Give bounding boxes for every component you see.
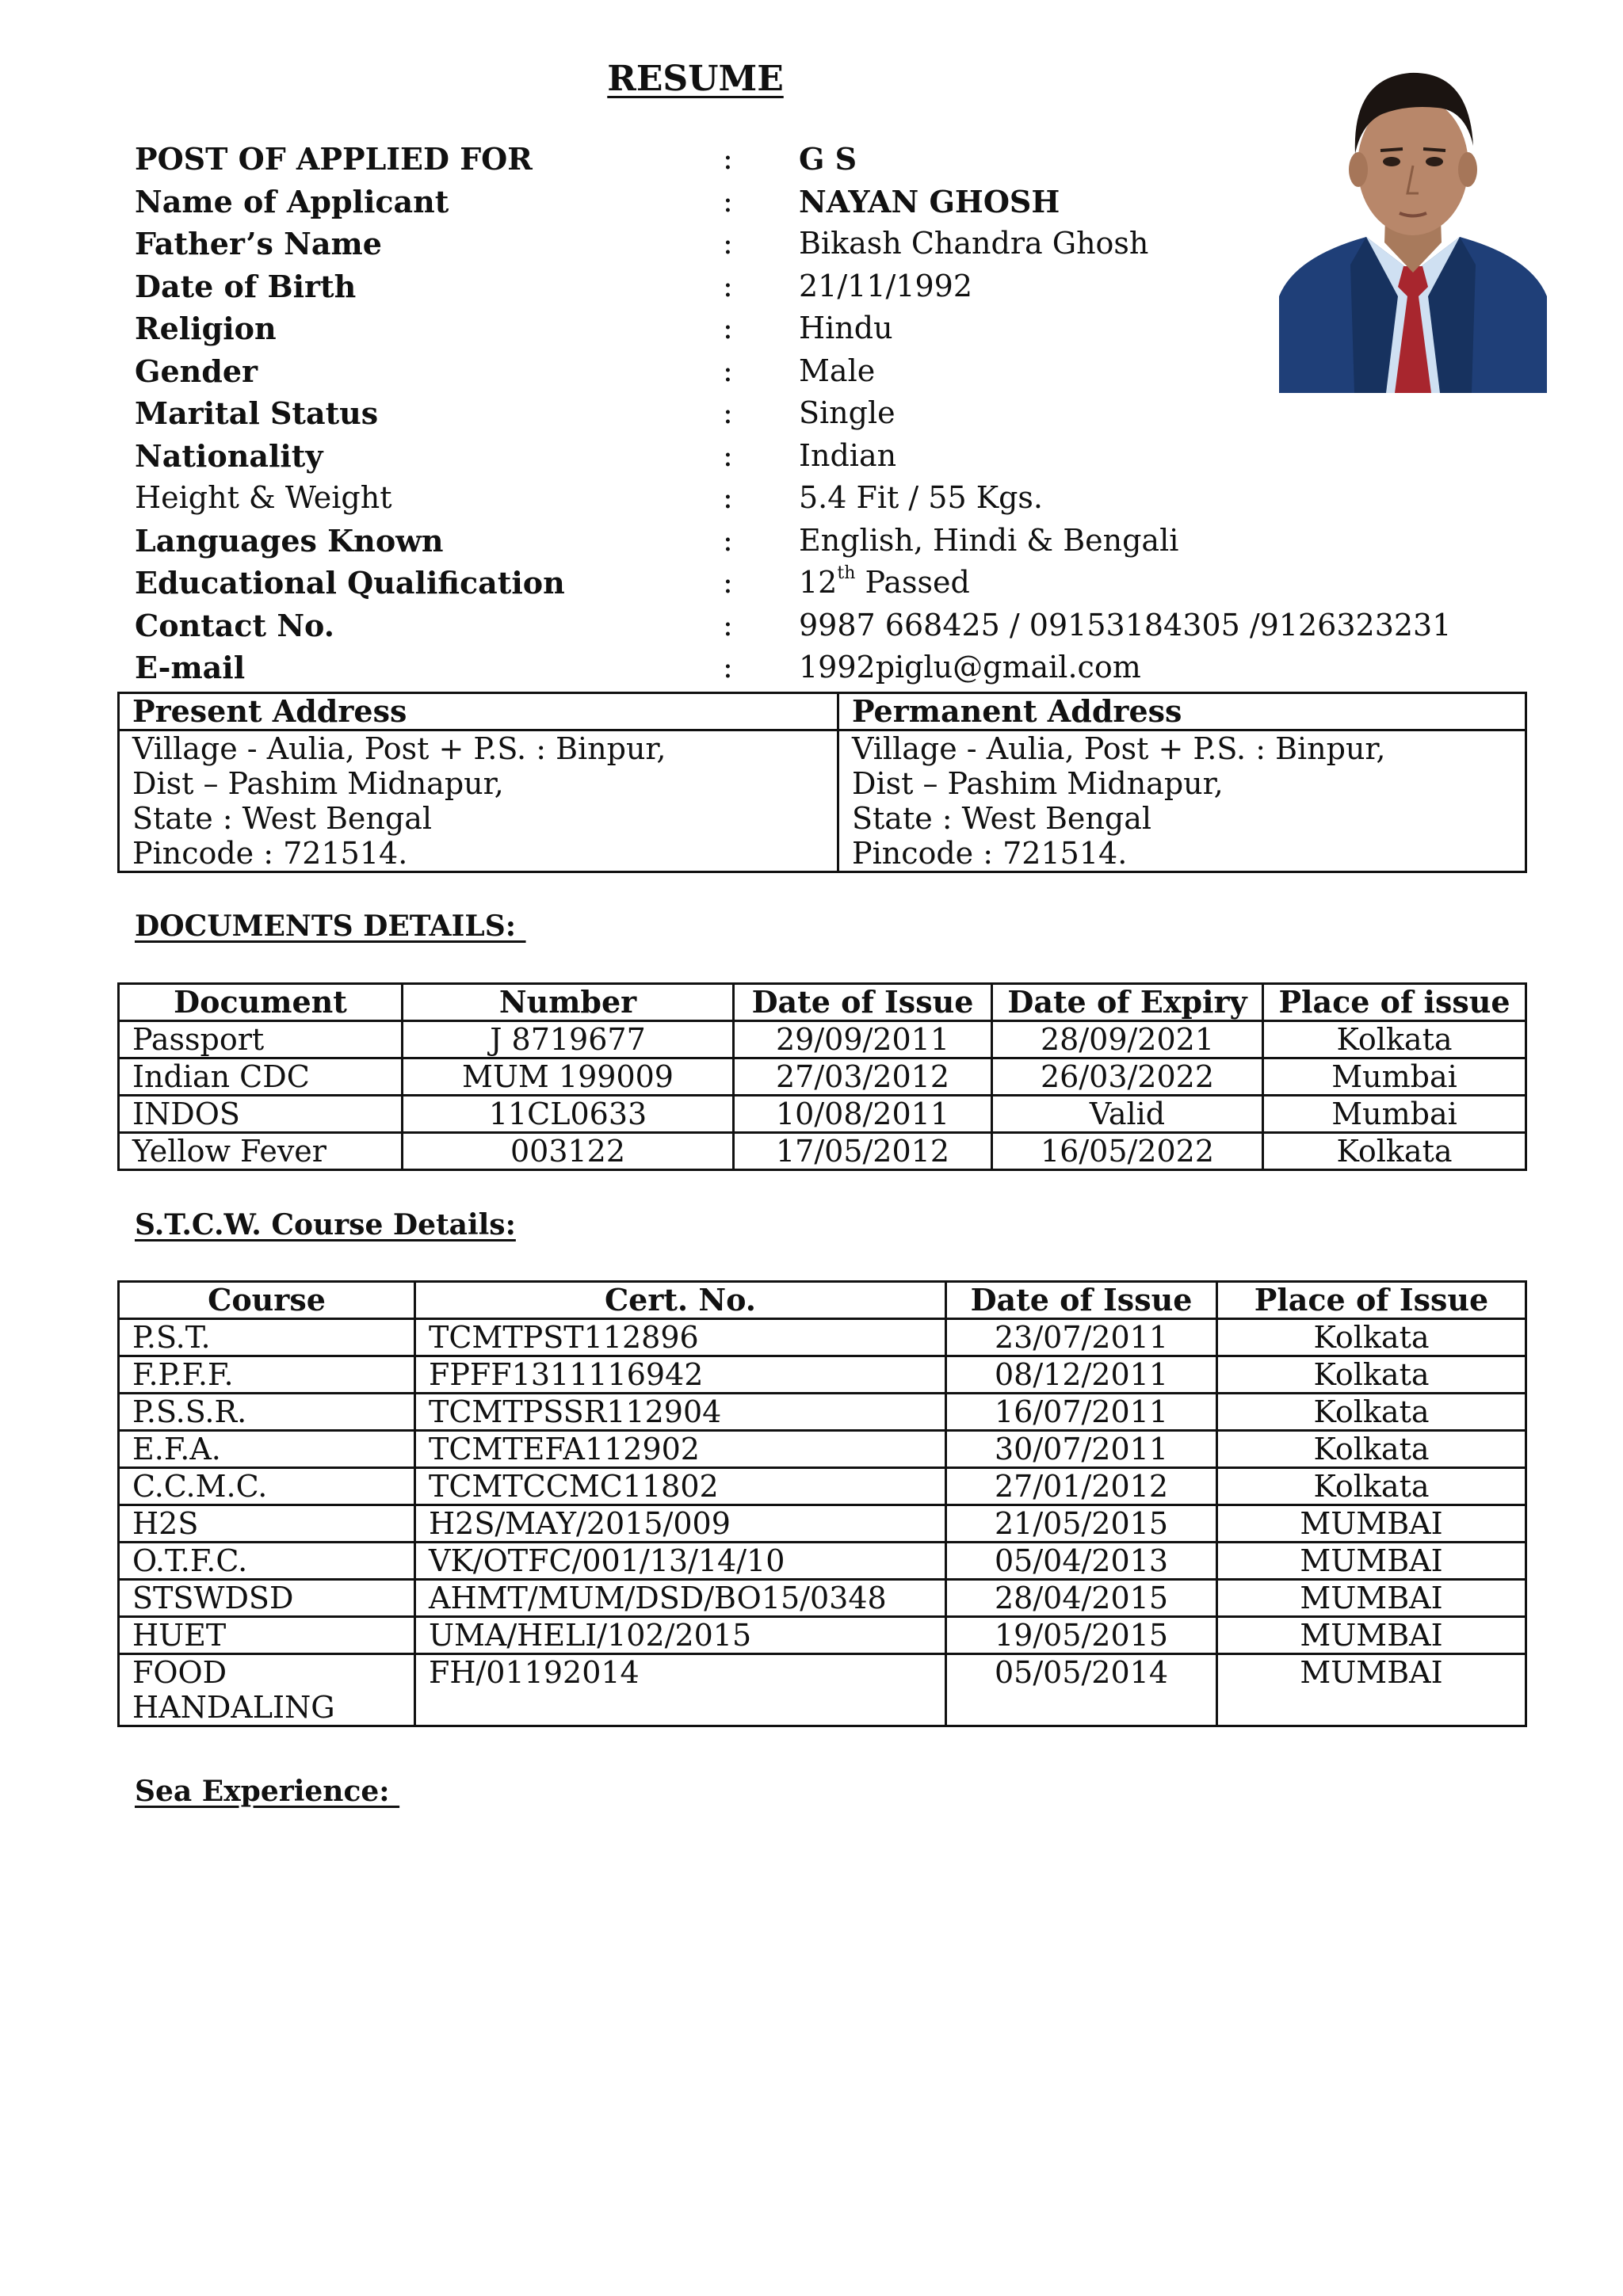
present-address-heading: Present Address (119, 693, 838, 730)
info-value (799, 605, 1451, 646)
info-label: Height & Weight (135, 480, 392, 515)
documents-column-header: Date of Expiry (992, 984, 1263, 1021)
info-label: POST OF APPLIED FOR (135, 141, 533, 177)
info-row (135, 265, 1482, 307)
table-cell: AHMT/MUM/DSD/BO15/0348 (415, 1580, 946, 1617)
info-value-text: Single (799, 395, 896, 430)
table-cell: MUMBAI (1217, 1617, 1526, 1654)
info-label: Nationality (135, 437, 323, 474)
table-cell: Mumbai (1263, 1096, 1526, 1133)
address-table (117, 692, 1527, 873)
table-cell: 27/03/2012 (734, 1058, 992, 1096)
table-cell: P.S.T. (119, 1319, 415, 1356)
table-cell: MUMBAI (1217, 1580, 1526, 1617)
table-row (119, 1394, 1526, 1431)
info-colon: : (723, 522, 733, 558)
table-cell: 05/04/2013 (946, 1543, 1217, 1580)
table-cell: Kolkata (1217, 1356, 1526, 1394)
info-value (799, 435, 896, 477)
table-cell: INDOS (119, 1096, 403, 1133)
table-cell: 21/05/2015 (946, 1505, 1217, 1543)
documents-column-header: Date of Issue (734, 984, 992, 1021)
table-cell: UMA/HELI/102/2015 (415, 1617, 946, 1654)
table-cell: 27/01/2012 (946, 1468, 1217, 1505)
info-value-superscript: th (837, 563, 856, 583)
table-row (119, 1096, 1526, 1133)
table-cell: 17/05/2012 (734, 1133, 992, 1170)
present-address-line: Dist – Pashim Midnapur, (132, 766, 504, 801)
present-address-line: Pincode : 721514. (132, 836, 408, 871)
table-cell: 23/07/2011 (946, 1319, 1217, 1356)
table-cell: Kolkata (1263, 1133, 1526, 1170)
info-value (799, 265, 972, 307)
table-cell: C.C.M.C. (119, 1468, 415, 1505)
info-value (799, 392, 896, 434)
info-row (135, 646, 1482, 688)
table-cell: TCMTPST112896 (415, 1319, 946, 1356)
info-label: Date of Birth (135, 268, 357, 304)
info-value-suffix: Passed (855, 565, 970, 600)
present-address-line: Village - Aulia, Post + P.S. : Binpur, (132, 731, 666, 766)
info-value-text: 21/11/1992 (799, 268, 973, 303)
table-cell: Passport (119, 1021, 403, 1058)
info-colon: : (723, 395, 733, 430)
permanent-address-line: Dist – Pashim Midnapur, (852, 766, 1224, 801)
stcw-heading: S.T.C.W. Course Details: (135, 1208, 516, 1241)
table-row (119, 1431, 1526, 1468)
info-row (135, 392, 1482, 434)
documents-table (117, 982, 1527, 1171)
table-cell: 19/05/2015 (946, 1617, 1217, 1654)
info-colon: : (723, 565, 733, 600)
info-row (135, 605, 1482, 646)
table-cell: FPFF1311116942 (415, 1356, 946, 1394)
table-cell: Kolkata (1263, 1021, 1526, 1058)
table-cell: 30/07/2011 (946, 1431, 1217, 1468)
info-row (135, 477, 1482, 519)
info-colon: : (723, 353, 733, 388)
table-row (119, 1058, 1526, 1096)
table-cell: MUMBAI (1217, 1505, 1526, 1543)
table-cell: F.P.F.F. (119, 1356, 415, 1394)
info-value (799, 477, 1043, 519)
info-label: Educational Qualification (135, 565, 565, 601)
info-value (799, 350, 875, 392)
info-value-text: 12 (799, 565, 838, 600)
table-cell: MUMBAI (1217, 1654, 1526, 1726)
info-row (135, 307, 1482, 349)
table-cell: 28/09/2021 (992, 1021, 1263, 1058)
info-value (799, 307, 893, 349)
info-value-text: G S (799, 141, 857, 177)
info-value[interactable] (799, 646, 1141, 688)
info-row (135, 350, 1482, 392)
resume-title: RESUME (607, 59, 784, 99)
table-cell: E.F.A. (119, 1431, 415, 1468)
sea-experience-heading: Sea Experience: (135, 1775, 400, 1808)
table-row (119, 1021, 1526, 1058)
table-cell: 26/03/2022 (992, 1058, 1263, 1096)
info-label: E-mail (135, 650, 246, 685)
info-value-text: 9987 668425 / 09153184305 /9126323231 (799, 607, 1452, 643)
table-row (119, 1133, 1526, 1170)
info-value-text: 1992piglu@gmail.com (799, 650, 1141, 685)
table-row (119, 1617, 1526, 1654)
table-cell: STSWDSD (119, 1580, 415, 1617)
info-label: Contact No. (135, 607, 334, 643)
table-cell: 08/12/2011 (946, 1356, 1217, 1394)
info-colon: : (723, 311, 733, 345)
table-row (119, 1543, 1526, 1580)
info-value-text: Bikash Chandra Ghosh (799, 226, 1149, 261)
info-colon: : (723, 607, 733, 643)
documents-column-header: Number (403, 984, 734, 1021)
table-cell: 28/04/2015 (946, 1580, 1217, 1617)
table-cell: 05/05/2014 (946, 1654, 1217, 1726)
info-value-text: Indian (799, 437, 897, 473)
table-cell: MUMBAI (1217, 1543, 1526, 1580)
info-value-text: 5.4 Fit / 55 Kgs. (799, 480, 1043, 515)
info-value-text: English, Hindi & Bengali (799, 522, 1179, 558)
table-row (119, 1319, 1526, 1356)
permanent-address-line: Pincode : 721514. (852, 836, 1128, 871)
info-colon: : (723, 183, 733, 219)
documents-heading: DOCUMENTS DETAILS: (135, 910, 526, 943)
info-row (135, 520, 1482, 562)
table-cell: Kolkata (1217, 1319, 1526, 1356)
table-cell: Indian CDC (119, 1058, 403, 1096)
documents-column-header: Place of issue (1263, 984, 1526, 1021)
table-cell: TCMTEFA112902 (415, 1431, 946, 1468)
table-row (119, 1468, 1526, 1505)
info-value (799, 181, 1060, 223)
table-cell: MUM 199009 (403, 1058, 734, 1096)
table-cell: Valid (992, 1096, 1263, 1133)
info-value (799, 562, 970, 604)
table-cell: Kolkata (1217, 1468, 1526, 1505)
table-row (119, 1505, 1526, 1543)
table-cell: J 8719677 (403, 1021, 734, 1058)
table-cell: 16/07/2011 (946, 1394, 1217, 1431)
table-row (119, 1356, 1526, 1394)
table-cell: VK/OTFC/001/13/14/10 (415, 1543, 946, 1580)
stcw-column-header: Course (119, 1282, 415, 1319)
table-cell: 003122 (403, 1133, 734, 1170)
info-label: Marital Status (135, 395, 379, 431)
info-value (799, 138, 857, 180)
info-value-text: Male (799, 353, 876, 388)
stcw-column-header: Cert. No. (415, 1282, 946, 1319)
info-colon: : (723, 437, 733, 473)
table-cell: TCMTPSSR112904 (415, 1394, 946, 1431)
table-cell: Kolkata (1217, 1394, 1526, 1431)
table-cell: 16/05/2022 (992, 1133, 1263, 1170)
table-cell: HUET (119, 1617, 415, 1654)
present-address (119, 730, 838, 872)
permanent-address-line: Village - Aulia, Post + P.S. : Binpur, (852, 731, 1386, 766)
info-value (799, 520, 1178, 562)
info-label: Gender (135, 353, 258, 389)
info-label: Name of Applicant (135, 183, 449, 219)
table-cell: 29/09/2011 (734, 1021, 992, 1058)
info-row (135, 181, 1482, 223)
info-row (135, 223, 1482, 265)
permanent-address-line: State : West Bengal (852, 801, 1151, 836)
info-label: Religion (135, 311, 277, 346)
permanent-address (838, 730, 1526, 872)
table-cell: 10/08/2011 (734, 1096, 992, 1133)
info-value-text: Hindu (799, 311, 893, 345)
table-row (119, 1580, 1526, 1617)
table-cell: P.S.S.R. (119, 1394, 415, 1431)
stcw-table (117, 1280, 1527, 1727)
table-row (119, 1654, 1526, 1726)
info-colon: : (723, 226, 733, 261)
documents-column-header: Document (119, 984, 403, 1021)
info-label: Languages Known (135, 522, 444, 559)
info-colon: : (723, 480, 733, 515)
permanent-address-heading: Permanent Address (838, 693, 1526, 730)
table-cell: 11CL0633 (403, 1096, 734, 1133)
info-value (799, 223, 1148, 265)
info-value-text: NAYAN GHOSH (799, 183, 1060, 219)
table-cell: H2S/MAY/2015/009 (415, 1505, 946, 1543)
table-cell: Kolkata (1217, 1431, 1526, 1468)
table-cell: Yellow Fever (119, 1133, 403, 1170)
info-row (135, 138, 1482, 180)
info-colon: : (723, 650, 733, 685)
stcw-column-header: Date of Issue (946, 1282, 1217, 1319)
table-cell: FH/01192014 (415, 1654, 946, 1726)
info-colon: : (723, 141, 733, 176)
table-cell: Mumbai (1263, 1058, 1526, 1096)
info-label: Father’s Name (135, 226, 382, 261)
table-cell: H2S (119, 1505, 415, 1543)
present-address-line: State : West Bengal (132, 801, 432, 836)
table-cell: TCMTCCMC11802 (415, 1468, 946, 1505)
table-cell: FOOD HANDALING (119, 1654, 415, 1726)
table-cell: O.T.F.C. (119, 1543, 415, 1580)
info-row (135, 435, 1482, 477)
info-colon: : (723, 268, 733, 303)
stcw-column-header: Place of Issue (1217, 1282, 1526, 1319)
info-row (135, 562, 1482, 604)
